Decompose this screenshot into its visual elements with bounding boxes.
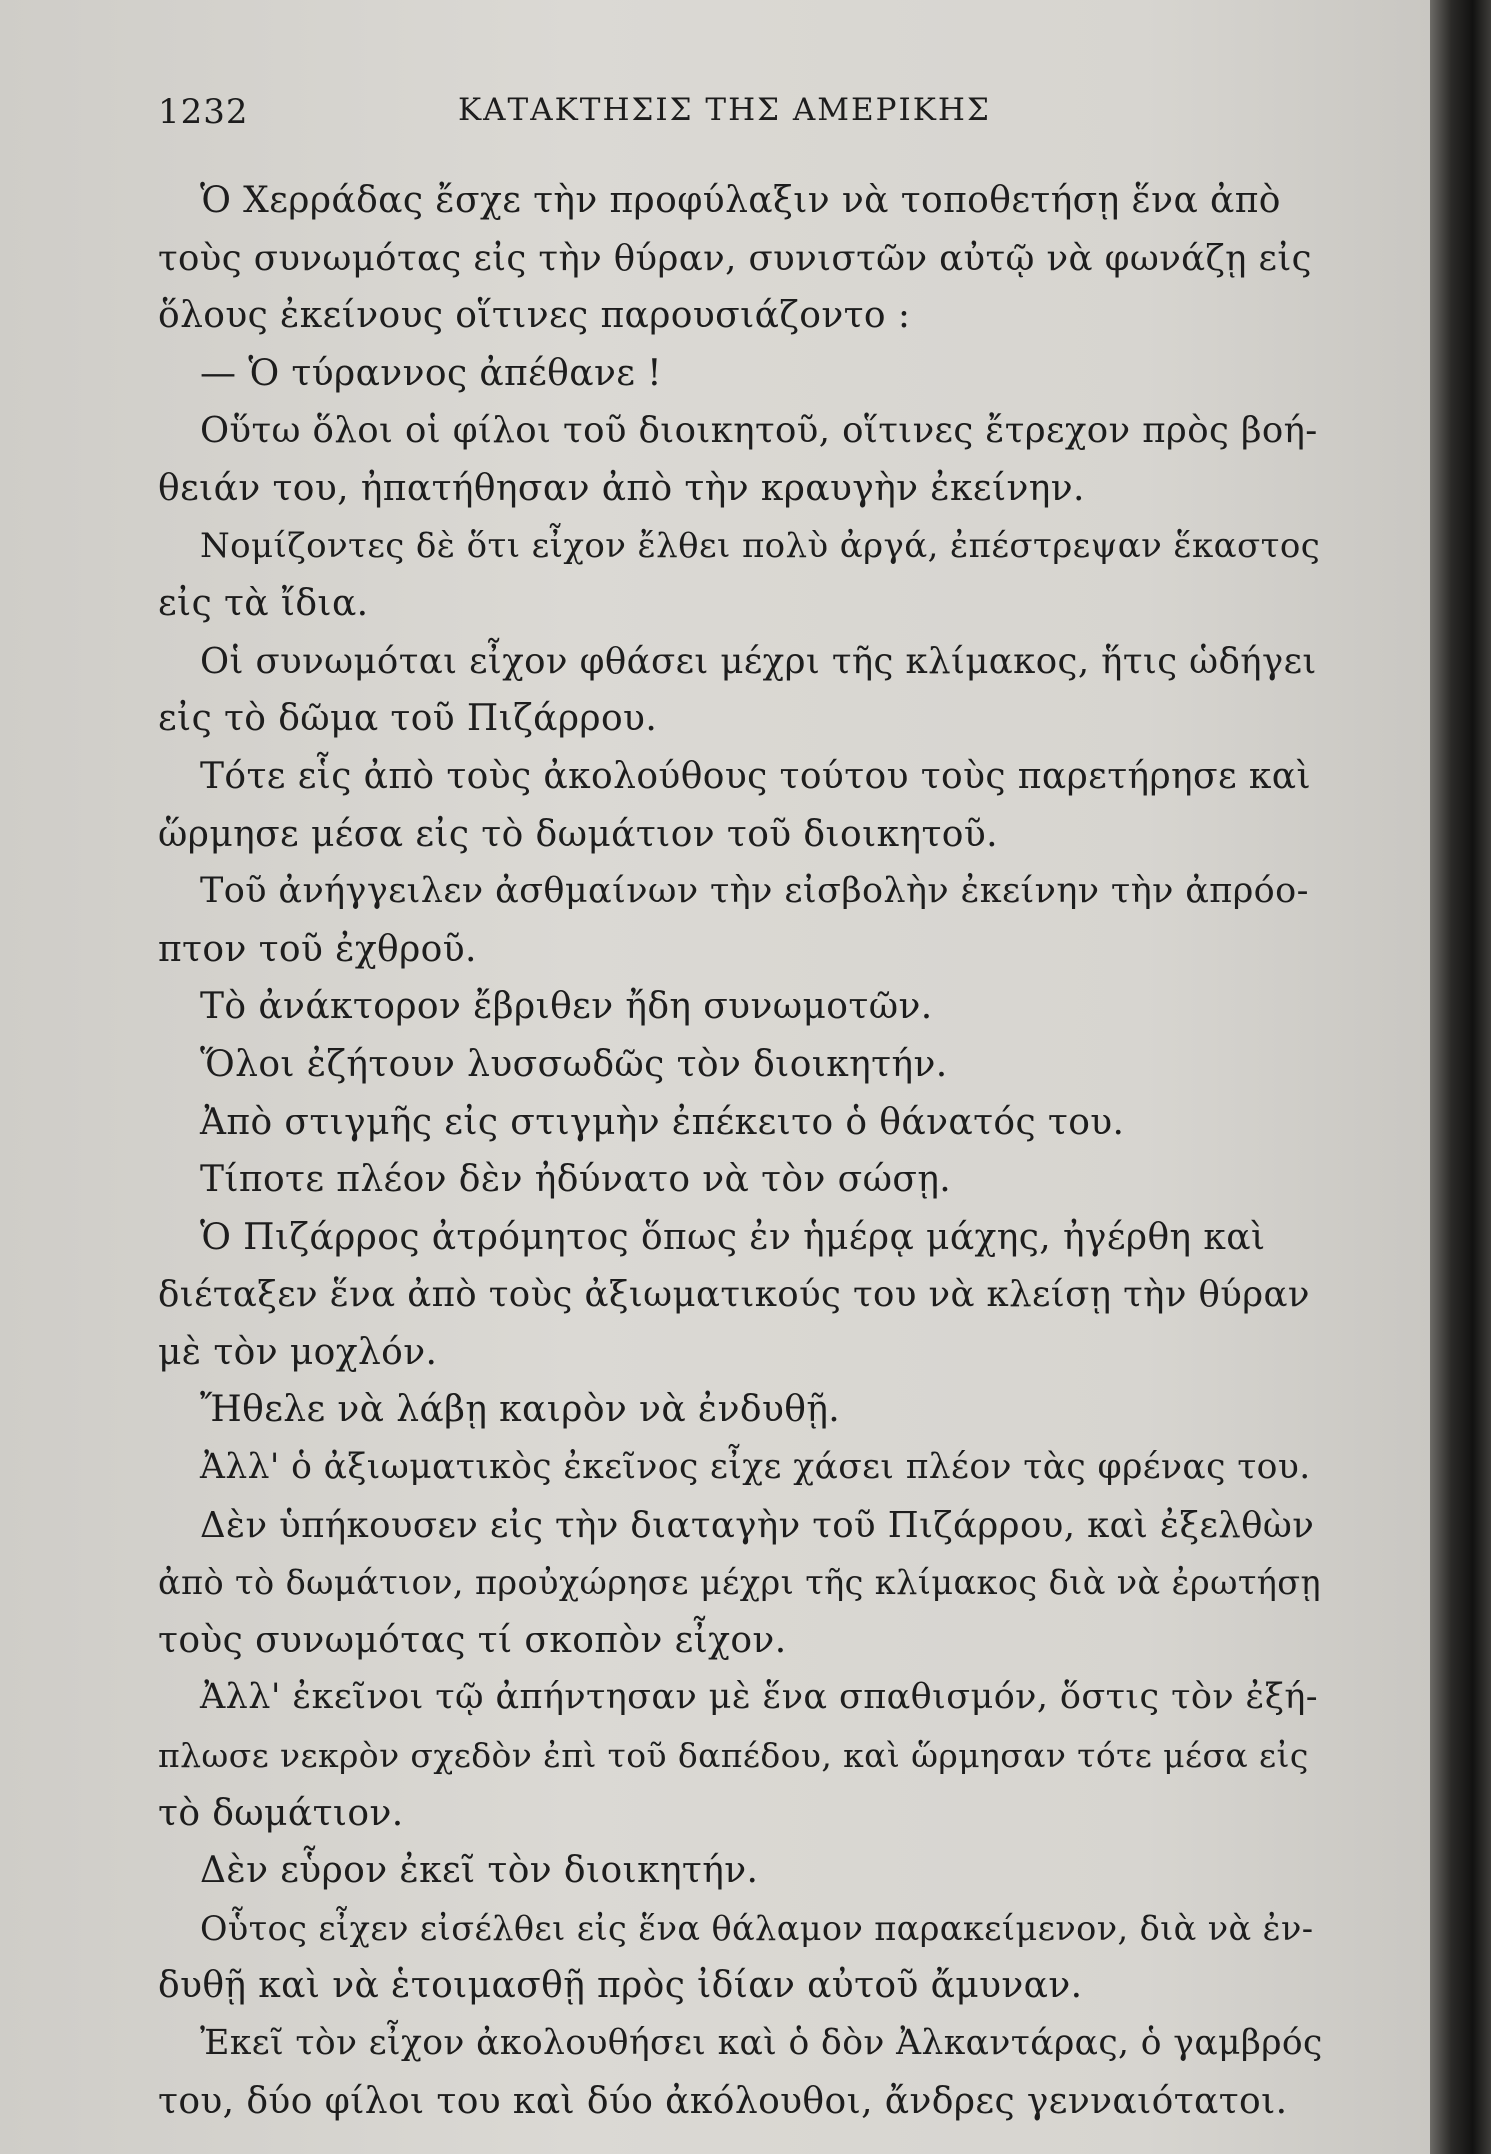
text-line: θειάν του, ἠπατήθησαν ἀπὸ τὴν κραυγὴν ἐκείνην. — [158, 467, 1085, 509]
text-line: Οἱ συνωμόται εἶχον φθάσει μέχρι τῆς κλίμακος, ἥτις ὡδήγει — [200, 640, 1317, 682]
text-line: δυθῇ καὶ νὰ ἑτοιμασθῇ πρὸς ἰδίαν αὐτοῦ ἄμυναν. — [158, 1965, 1083, 2007]
text-line: Ἀλλ' ὁ ἀξιωματικὸς ἐκεῖνος εἶχε χάσει πλέον τὰς φρένας του. — [200, 1447, 1311, 1488]
text-line: του, δύο φίλοι του καὶ δύο ἀκόλουθοι, ἄνδρες γενναιότατοι. — [158, 2080, 1288, 2122]
body-text — [158, 172, 1323, 2130]
text-line: Οὕτω ὅλοι οἱ φίλοι τοῦ διοικητοῦ, οἵτινες ἔτρεχον πρὸς βοή- — [200, 410, 1318, 452]
text-line: Τοῦ ἀνήγγειλεν ἀσθμαίνων τὴν εἰσβολὴν ἐκείνην τὴν ἀπρόο- — [200, 871, 1309, 912]
text-line: — Ὁ τύραννος ἀπέθανε ! — [200, 352, 662, 394]
text-line: Ὅλοι ἐζήτουν λυσσωδῶς τὸν διοικητήν. — [200, 1043, 948, 1085]
text-line: εἰς τὰ ἴδια. — [158, 583, 369, 625]
text-line: Δὲν εὗρον ἐκεῖ τὸν διοικητήν. — [200, 1850, 759, 1892]
text-line: Ἀπὸ στιγμῆς εἰς στιγμὴν ἐπέκειτο ὁ θάνατός του. — [200, 1101, 1125, 1143]
text-line: Τὸ ἀνάκτορον ἔβριθεν ἤδη συνωμοτῶν. — [200, 986, 933, 1028]
text-line: ὥρμησε μέσα εἰς τὸ δωμάτιον τοῦ διοικητοῦ. — [158, 813, 998, 855]
text-line: εἰς τὸ δῶμα τοῦ Πιζάρρου. — [158, 698, 658, 740]
running-title: ΚΑΤΑΚΤΗΣΙΣ ΤΗΣ ΑΜΕΡΙΚΗΣ — [458, 92, 991, 128]
text-line: Ἀλλ' ἐκεῖνοι τῷ ἀπήντησαν μὲ ἕνα σπαθισμόν, ὅστις τὸν ἐξή- — [200, 1677, 1318, 1718]
text-line: Νομίζοντες δὲ ὅτι εἶχον ἔλθει πολὺ ἀργά, ἐπέστρεψαν ἕκαστος — [200, 525, 1321, 566]
text-line: μὲ τὸν μοχλόν. — [158, 1331, 438, 1373]
text-line: Τότε εἷς ἀπὸ τοὺς ἀκολούθους τούτου τοὺς παρετήρησε καὶ — [200, 755, 1311, 797]
text-line: Δὲν ὑπήκουσεν εἰς τὴν διαταγὴν τοῦ Πιζάρρου, καὶ ἐξελθὼν — [200, 1504, 1315, 1546]
text-line: Ὁ Χερράδας ἔσχε τὴν προφύλαξιν νὰ τοποθετήσῃ ἕνα ἀπὸ — [200, 180, 1281, 221]
book-binding-gutter — [1430, 0, 1491, 2154]
page-number: 1232 — [158, 92, 249, 132]
text-line: διέταξεν ἕνα ἀπὸ τοὺς ἀξιωματικούς του νὰ κλείσῃ τὴν θύραν — [158, 1274, 1310, 1316]
text-line: ὅλους ἐκείνους οἵτινες παρουσιάζοντο : — [158, 295, 911, 337]
text-line: Ἐκεῖ τὸν εἶχον ἀκολουθήσει καὶ ὁ δὸν Ἀλκαντάρας, ὁ γαμβρός — [200, 2023, 1323, 2063]
text-line: τοὺς συνωμότας εἰς τὴν θύραν, συνιστῶν αὐτῷ νὰ φωνάζῃ εἰς — [158, 237, 1312, 279]
text-line: πλωσε νεκρὸν σχεδὸν ἐπὶ τοῦ δαπέδου, καὶ ὥρμησαν τότε μέσα εἰς — [158, 1736, 1309, 1776]
text-line: τὸ δωμάτιον. — [158, 1792, 404, 1834]
text-line: Οὗτος εἶχεν εἰσέλθει εἰς ἕνα θάλαμον παρακείμενον, διὰ νὰ ἐν- — [200, 1908, 1314, 1948]
text-line: Ὁ Πιζάρρος ἀτρόμητος ὅπως ἐν ἡμέρᾳ μάχης, ἠγέρθη καὶ — [200, 1216, 1266, 1258]
text-line: τοὺς συνωμότας τί σκοπὸν εἶχον. — [158, 1619, 787, 1661]
text-line: Ἤθελε νὰ λάβῃ καιρὸν νὰ ἐνδυθῇ. — [200, 1389, 841, 1431]
text-line: ἀπὸ τὸ δωμάτιον, προὐχώρησε μέχρι τῆς κλίμακος διὰ νὰ ἐρωτήσῃ — [158, 1563, 1321, 1603]
page-header — [158, 92, 1358, 142]
text-line: Τίποτε πλέον δὲν ἠδύνατο νὰ τὸν σώσῃ. — [200, 1159, 952, 1201]
text-line: πτον τοῦ ἐχθροῦ. — [158, 928, 477, 970]
